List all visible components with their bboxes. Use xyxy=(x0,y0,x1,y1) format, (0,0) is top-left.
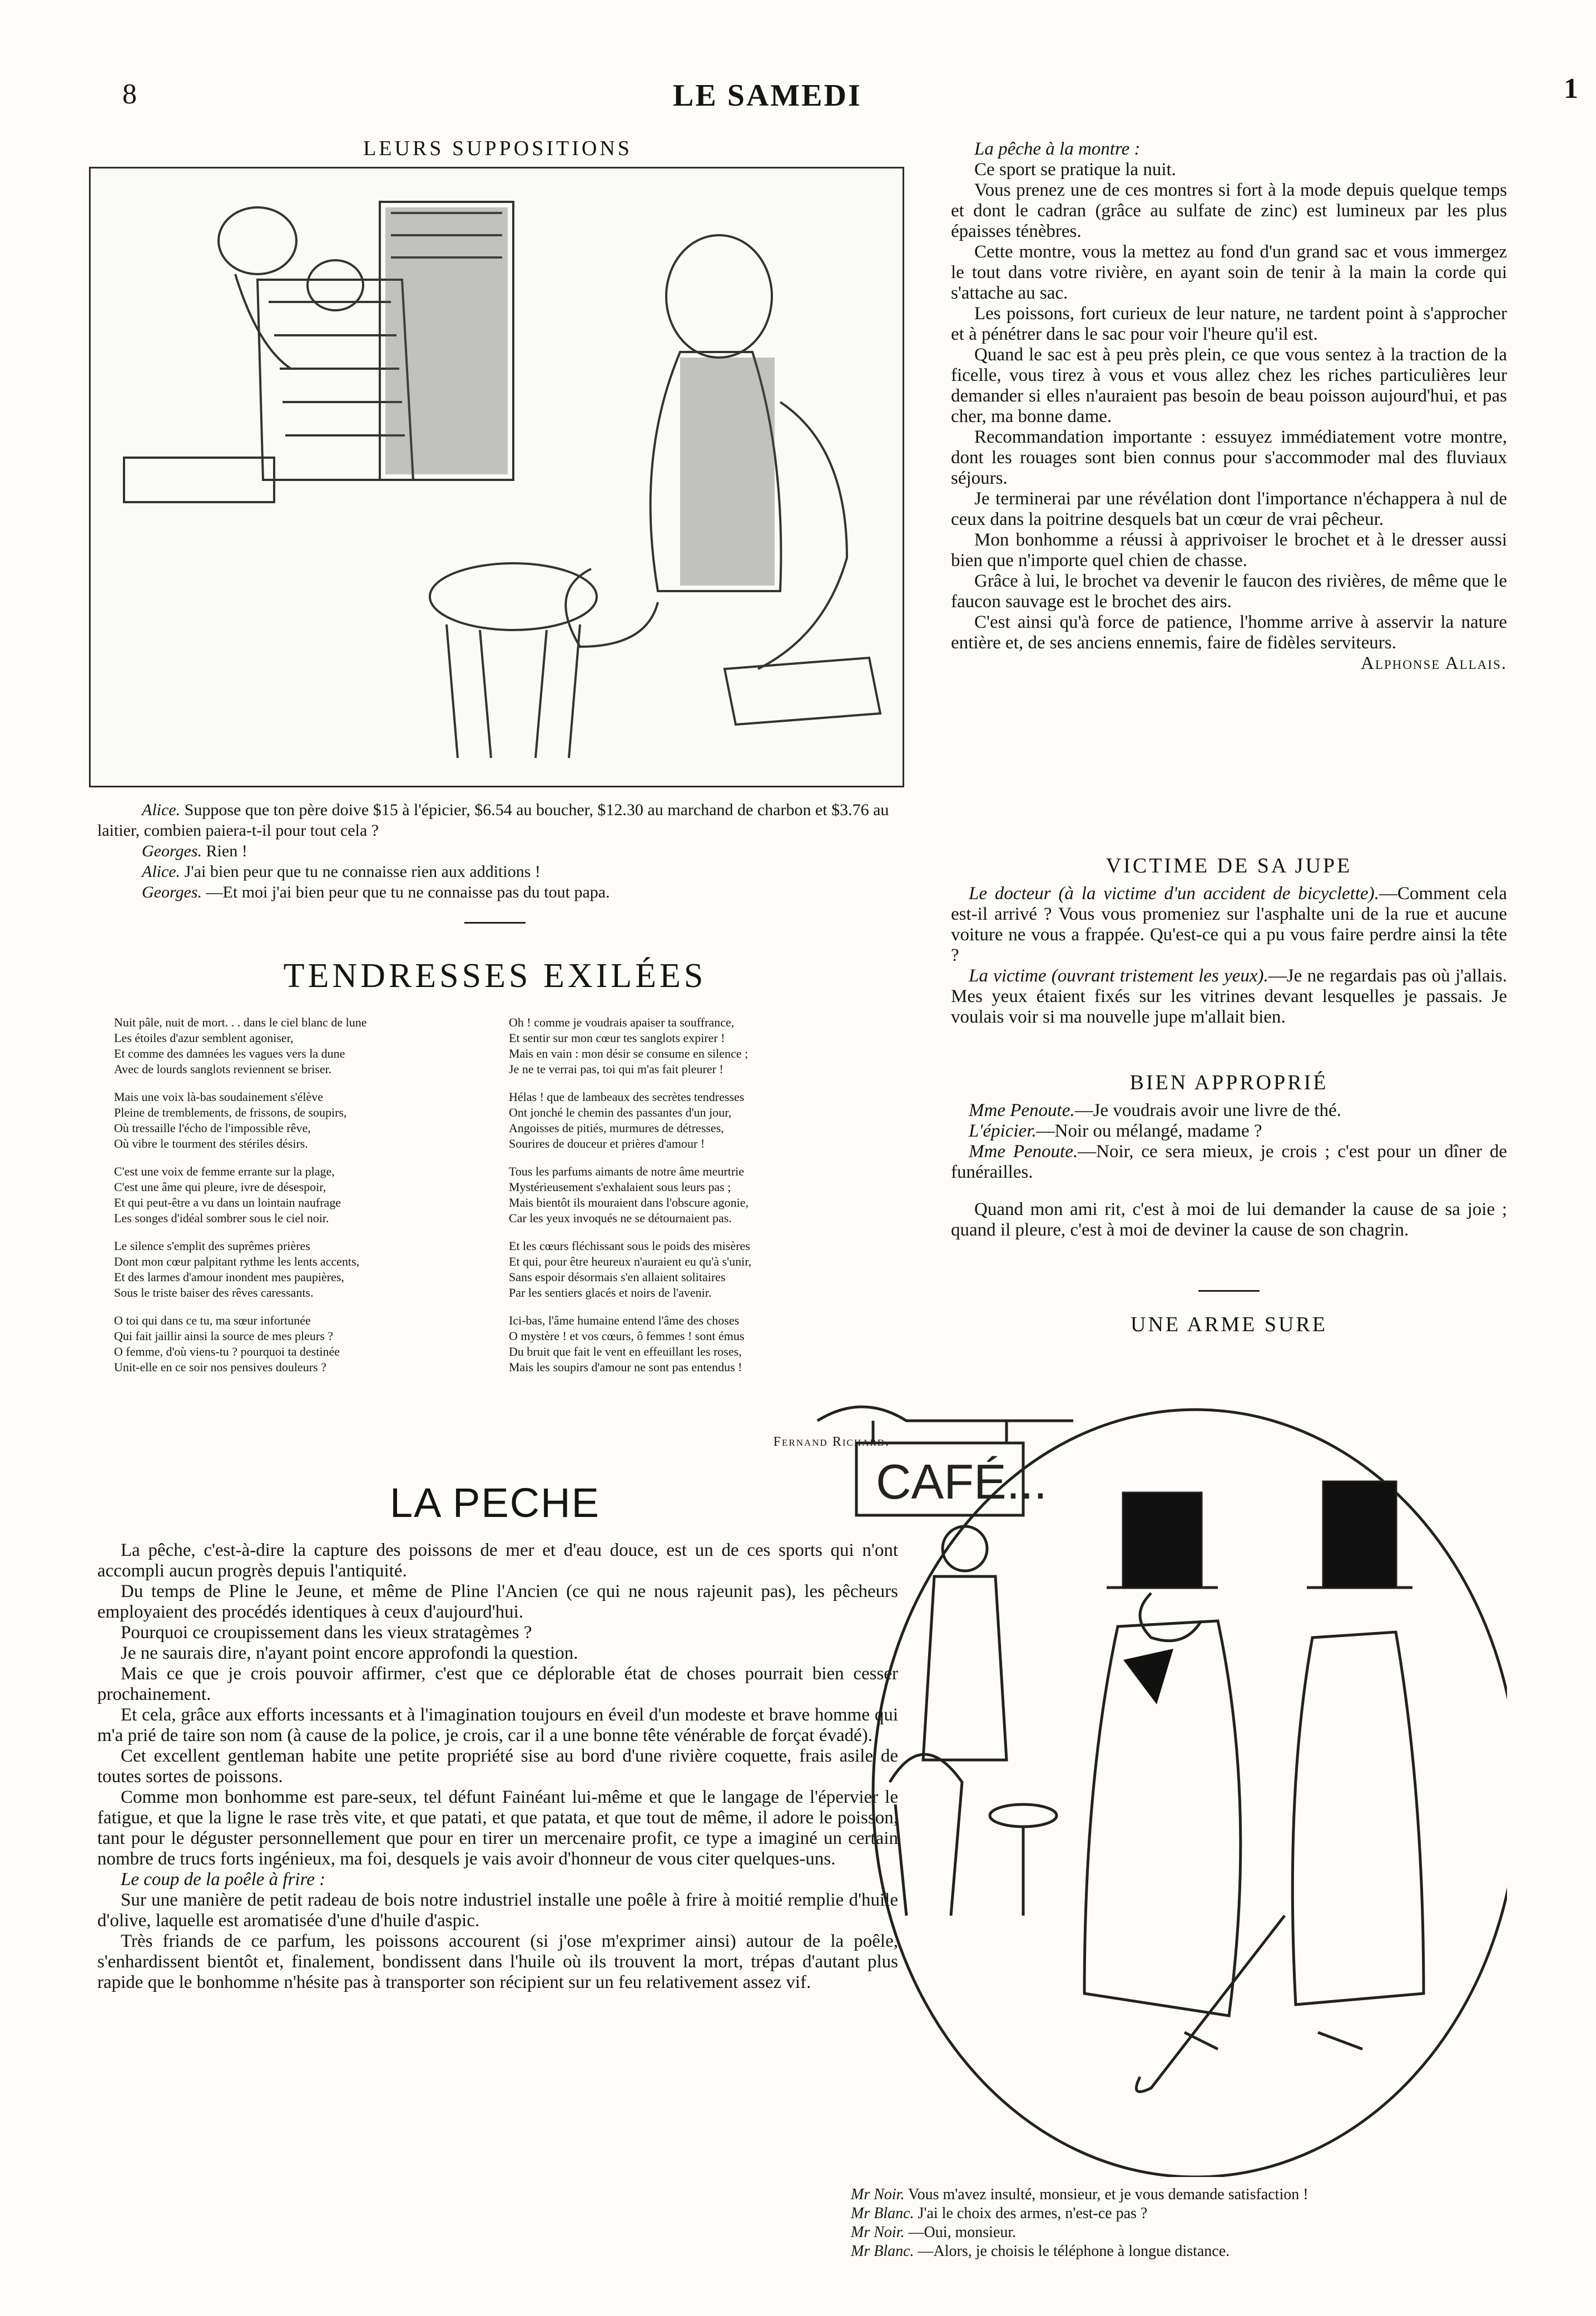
cartoon-title: LEURS SUPPOSITIONS xyxy=(363,137,632,160)
caption-line: Mr Blanc. —Alors, je choisis le téléphone à longue distance. xyxy=(851,2243,1230,2260)
paragraph: Je ne saurais dire, n'ayant point encore approfondi la question. xyxy=(121,1643,578,1663)
caption-line: Mr Noir. —Oui, monsieur. xyxy=(851,2224,1017,2241)
article-body xyxy=(97,1540,898,1993)
paragraph: Et cela, grâce aux efforts incessants et à l'imagination toujours en éveil d'un modeste et brave homme qui m'a prié de taire son nom (à cause de la police, je crois, car il a une bonne tête vénérable de forçat évadé). xyxy=(97,1705,898,1745)
poem-signature: Fernand Richard. xyxy=(773,1435,890,1449)
masthead: LE SAMEDI xyxy=(673,78,862,113)
paragraph: Recommandation importante : essuyez immédiatement votre montre, dont les rouages sont bien connus pour s'accommoder mal des fluviaux séjours. xyxy=(951,427,1507,488)
maxim: Quand mon ami rit, c'est à moi de lui demander la cause de sa joie ; quand il pleure, c'est à moi de deviner la cause de son chagrin. xyxy=(951,1199,1507,1240)
section-title: UNE ARME SURE xyxy=(1131,1313,1327,1336)
paragraph: Sur une manière de petit radeau de bois notre industriel installe une poêle à frire à moitié remplie d'huile d'olive, laquelle est aromatisée d'une d'huile d'aspic. xyxy=(97,1890,898,1931)
paragraph: Je terminerai par une révélation dont l'importance n'échappera à nul de ceux dans la poitrine desquels bat un cœur de vrai pêcheur. xyxy=(951,489,1507,529)
article-title: LA PECHE xyxy=(390,1480,600,1526)
bien-section xyxy=(951,1070,1507,1241)
page-number: 8 xyxy=(122,78,137,110)
poem-left-column xyxy=(114,1015,492,1387)
section-title: BIEN APPROPRIÉ xyxy=(1129,1071,1329,1094)
dialogue-line: La victime (ouvrant tristement les yeux).—Je ne regardais pas où j'allais. Mes yeux étaient fixés sur les vitrines devant lesquelles je passais. Je voulais voir si ma nouvelle jupe m'allait bien. xyxy=(951,966,1507,1027)
paragraph: Ce sport se pratique la nuit. xyxy=(974,160,1176,180)
paragraph: Cette montre, vous la mettez au fond d'un grand sac et vous immergez le tout dans votre rivière, en ayant soin de tenir à la main la corde qui s'attache au sac. xyxy=(951,242,1507,303)
cafe-sign-text: CAFÉ... xyxy=(876,1454,1048,1509)
paragraph: Quand le sac est à peu près plein, ce que vous sentez à la traction de la ficelle, vous tirez à vous et vous allez chez les riches particulières leur demander si elles n'auraient pas besoin de beau poisson aujourd'hui, et pas cher, ma bonne dame. xyxy=(951,345,1507,426)
article-signature: Alphonse Allais. xyxy=(1360,653,1507,673)
poem-title: TENDRESSES EXILÉES xyxy=(283,957,707,995)
caption-line: Mr Blanc. J'ai le choix des armes, n'est-ce pas ? xyxy=(851,2205,1148,2222)
cafe-caption xyxy=(851,2185,1507,2261)
paragraph: Très friands de ce parfum, les poissons accourent (si j'ose m'exprimer ainsi) autour de la poêle, s'enhardissent bientôt et, finalement, bondissent dans l'huile où ils trouvent la mort, trépas d'autant plus rapide que le bonhomme n'hésite pas à transporter son récipient sur un feu relativement assez vif. xyxy=(97,1931,898,1992)
stanza: O toi qui dans ce tu, ma sœur infortunée Qui fait jaillir ainsi la source de mes pleurs ? O femme, d'où viens-tu ? pourquoi ta destinée Unit-elle en ce soir nos pensives douleurs ? xyxy=(114,1313,340,1374)
illustration-cafe-duel xyxy=(795,1360,1507,2177)
subhead: La pêche à la montre : xyxy=(974,139,1141,159)
divider xyxy=(464,922,526,924)
paragraph: Comme mon bonhomme est pare-seux, tel défunt Fainéant lui-même et que le langage de l'épervier le fatigue, et que la ligne le rase très vite, et que patati, et que patata, et que tout de même, il adore le poisson, tant pour le déguster personnellement que pour en tirer un mercenaire profit, ce type a imaginé un certain nombre de trucs forts ingénieux, ma foi, desquels je vais avoir d'honneur de vous citer quelques-uns. xyxy=(97,1787,898,1869)
stanza: Mais une voix là-bas soudainement s'élève Pleine de tremblements, de frissons, de soupirs, Où tressaille l'écho de l'impossible rêve, Où vibre le tourment des stériles désirs. xyxy=(114,1090,347,1150)
stanza: C'est une voix de femme errante sur la plage, C'est une âme qui pleure, ivre de désespoir, Et qui peut-être a vu dans un lointain naufrage Les songes d'idéal sombrer sous le ciel noir. xyxy=(114,1164,341,1225)
caption-line: Mr Noir. Vous m'avez insulté, monsieur, et je vous demande satisfaction ! xyxy=(851,2186,1308,2203)
stanza: Le silence s'emplit des suprêmes prières Dont mon cœur palpitant rythme les lents accents, Et des larmes d'amour inondent mes paupières, Sous le triste baiser des rêves caressants. xyxy=(114,1239,360,1300)
article-continued xyxy=(951,139,1507,674)
paragraph: Les poissons, fort curieux de leur nature, ne tardent point à s'approcher et à pénétrer dans le sac pour voir l'heure qu'il est. xyxy=(951,304,1507,344)
caption-line: Georges. —Et moi j'ai bien peur que tu ne connaisse pas du tout papa. xyxy=(142,883,610,901)
paragraph: Mais ce que je crois pouvoir affirmer, c'est que ce déplorable état de choses pourrait bien cesser prochainement. xyxy=(97,1664,898,1704)
stanza: Tous les parfums aimants de notre âme meurtrie Mystérieusement s'exhalaient sous leurs pas ; Mais bientôt ils mouraient dans l'obscure agonie, Car les yeux invoqués ne se détournaient pas. xyxy=(509,1164,749,1225)
dialogue-line: Mme Penoute.—Noir, ce sera mieux, je crois ; c'est pour un dîner de funérailles. xyxy=(951,1142,1507,1182)
arme-section xyxy=(951,1312,1507,1337)
stanza: Et les cœurs fléchissant sous le poids des misères Et qui, pour être heureux n'auraient eu qu'à s'unir, Sans espoir désormais s'en allaient solitaires Par les sentiers glacés et noirs de l'avenir. xyxy=(509,1239,752,1300)
paragraph: Mon bonhomme a réussi à apprivoiser le brochet et à le dresser aussi bien que n'importe quel chien de chasse. xyxy=(951,530,1507,571)
paragraph: La pêche, c'est-à-dire la capture des poissons de mer et d'eau douce, est un de ces sports qui n'ont accompli aucun progrès depuis l'antiquité. xyxy=(97,1540,898,1581)
subhead: Le coup de la poêle à frire : xyxy=(121,1869,326,1890)
dialogue-line: L'épicier.—Noir ou mélangé, madame ? xyxy=(969,1121,1262,1141)
paragraph: Cet excellent gentleman habite une petite propriété sise au bord d'une rivière coquette, frais asile de toutes sortes de poissons. xyxy=(97,1746,898,1787)
dialogue-line: Mme Penoute.—Je voudrais avoir une livre de thé. xyxy=(969,1100,1341,1120)
cartoon-caption xyxy=(97,800,898,902)
caption-line: Alice. J'ai bien peur que tu ne connaisse rien aux additions ! xyxy=(142,862,541,881)
dialogue-line: Le docteur (à la victime d'un accident de bicyclette).—Comment cela est-il arrivé ? Vous vous promeniez sur l'asphalte uni de la rue et aucune voiture ne vous a frappée. Qu'est-ce qui a pu vous faire perdre ainsi la tête ? xyxy=(951,884,1507,965)
caption-line: Georges. Rien ! xyxy=(142,842,247,860)
paragraph: Grâce à lui, le brochet va devenir le faucon des rivières, de même que le faucon sauvage est le brochet des airs. xyxy=(951,571,1507,612)
stanza: Ici-bas, l'âme humaine entend l'âme des choses O mystère ! et vos cœurs, ô femmes ! sont émus Du bruit que fait le vent en effeuillant les roses, Mais les soupirs d'amour ne sont pas entendus ! xyxy=(509,1313,745,1374)
illustration-children-and-mother xyxy=(89,167,904,787)
stanza: Nuit pâle, nuit de mort. . . dans le ciel blanc de lune Les étoiles d'azur semblent agoniser, Et comme des damnées les vagues vers la dune Avec de lourds sanglots reviennent se briser. xyxy=(114,1015,367,1076)
caption-line: Alice. Suppose que ton père doive $15 à l'épicier, $6.54 au boucher, $12.30 au marchand de charbon et $3.76 au laitier, combien paiera-t-il pour tout cela ? xyxy=(97,801,889,840)
paragraph: Vous prenez une de ces montres si fort à la mode depuis quelque temps et dont le cadran (grâce au sulfate de zinc) est lumineux par les plus épaisses ténèbres. xyxy=(951,180,1507,241)
section-title: VICTIME DE SA JUPE xyxy=(1106,854,1352,877)
corner-mark: 1 xyxy=(1564,73,1578,105)
stanza: Oh ! comme je voudrais apaiser ta souffrance, Et sentir sur mon cœur tes sanglots expirer ! Mais en vain : mon désir se consume en silence ; Je ne te verrai pas, toi qui m'as fait pleurer ! xyxy=(509,1015,749,1076)
victime-section xyxy=(951,854,1507,1028)
divider xyxy=(1198,1290,1260,1292)
poem-right-column xyxy=(509,1015,887,1387)
paragraph: Du temps de Pline le Jeune, et même de Pline l'Ancien (ce qui ne nous rajeunit pas), les pêcheurs employaient des procédés identiques à ceux d'aujourd'hui. xyxy=(97,1581,898,1622)
paragraph: C'est ainsi qu'à force de patience, l'homme arrive à asservir la nature entière et, de ses anciens ennemis, faire de fidèles serviteurs. xyxy=(951,612,1507,653)
stanza: Hélas ! que de lambeaux des secrètes tendresses Ont jonché le chemin des passantes d'un jour, Angoisses de pitiés, murmures de détresses, Sourires de douceur et prières d'amour ! xyxy=(509,1090,745,1150)
paragraph: Pourquoi ce croupissement dans les vieux stratagèmes ? xyxy=(121,1623,532,1643)
